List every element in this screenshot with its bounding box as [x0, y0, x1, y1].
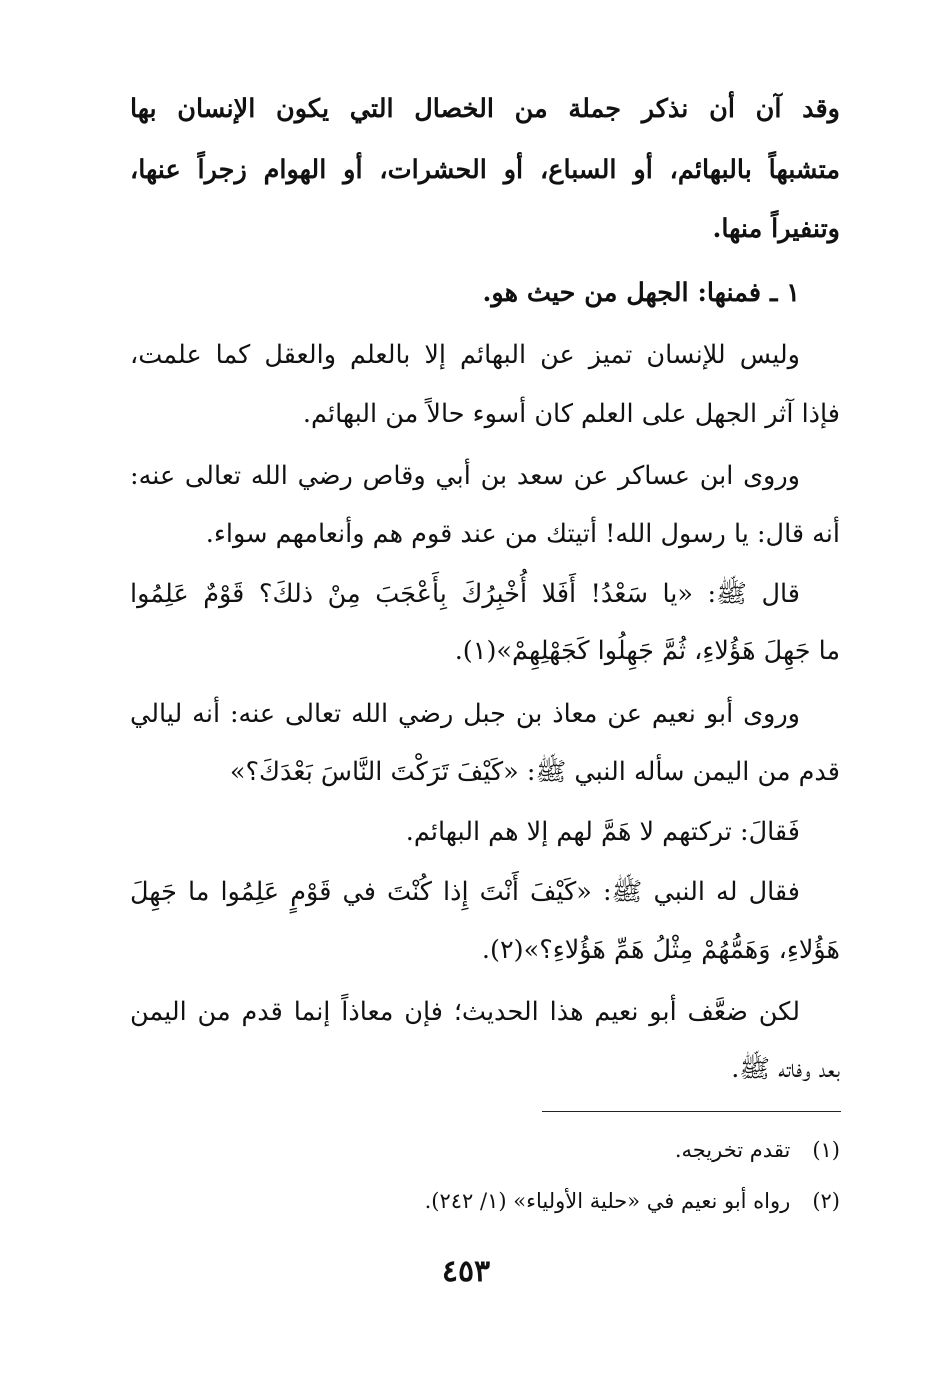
hadith-1-line-1: قال ﷺ: «يا سَعْدُ! أَفَلا أُخْبِرُكَ بِأَعْجَبَ مِنْ ذلكَ؟ قَوْمٌ عَلِمُوا — [130, 579, 800, 609]
intro-line-1: وقد آن أن نذكر جملة من الخصال التي يكون الإنسان بها — [130, 94, 840, 124]
footnote-2 — [300, 1186, 840, 1216]
hadith-2-line-2: هَؤُلاءِ، وَهَمُّهُمْ مِثْلُ هَمِّ هَؤُلاءِ؟»(٢). — [481, 935, 840, 965]
intro-line-3: وتنفيراً منها. — [712, 214, 840, 244]
footnote-1 — [300, 1135, 840, 1165]
paragraph-2-line-1: وروى ابن عساكر عن سعد بن أبي وقاص رضي الله تعالى عنه: — [130, 461, 800, 491]
section-heading: ١ ـ فمنها: الجهل من حيث هو. — [482, 278, 800, 308]
reply-line: فَقالَ: تركتهم لا هَمَّ لهم إلا هم البهائم. — [405, 817, 800, 847]
paragraph-3-line-2: قدم من اليمن سأله النبي ﷺ: «كَيْفَ تَرَكْتَ النَّاسَ بَعْدَكَ؟» — [229, 757, 840, 787]
footnote-1-number: (١) — [812, 1138, 840, 1162]
footnote-1-text: تقدم تخريجه. — [674, 1138, 791, 1162]
paragraph-4-line-2: بعد وفاته ﷺ. — [731, 1054, 840, 1084]
footnote-2-text: رواه أبو نعيم في «حلية الأولياء» (١/ ٢٤٢). — [424, 1189, 791, 1213]
paragraph-2-line-2: أنه قال: يا رسول الله! أتيتك من عند قوم هم وأنعامهم سواء. — [205, 519, 840, 549]
footnote-2-number: (٢) — [812, 1189, 840, 1213]
paragraph-3-line-1: وروى أبو نعيم عن معاذ بن جبل رضي الله تعالى عنه: أنه ليالي — [130, 699, 800, 729]
paragraph-1-line-2: فإذا آثر الجهل على العلم كان أسوء حالاً من البهائم. — [302, 399, 840, 429]
paragraph-1-line-1: وليس للإنسان تميز عن البهائم إلا بالعلم والعقل كما علمت، — [130, 340, 800, 370]
intro-line-2: متشبهاً بالبهائم، أو السباع، أو الحشرات، أو الهوام زجراً عنها، — [130, 155, 840, 185]
page-number: ٤٥٣ — [441, 1254, 491, 1289]
hadith-1-line-2: ما جَهِلَ هَؤُلاءِ، ثُمَّ جَهِلُوا كَجَهْلِهِمْ»(١). — [454, 636, 840, 666]
paragraph-4-line-1: لكن ضعَّف أبو نعيم هذا الحديث؛ فإن معاذاً إنما قدم من اليمن — [130, 997, 800, 1027]
hadith-2-line-1: فقال له النبي ﷺ: «كَيْفَ أَنْتَ إِذا كُنْتَ في قَوْمٍ عَلِمُوا ما جَهِلَ — [130, 877, 800, 907]
footnote-divider — [542, 1111, 841, 1112]
